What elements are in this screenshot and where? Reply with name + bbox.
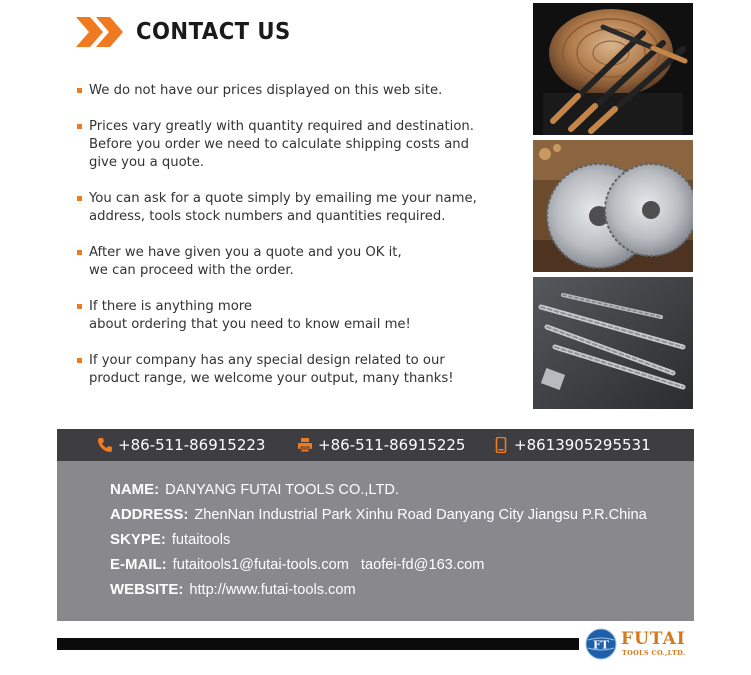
website-row [110,581,356,598]
skype-label: SKYPE: [110,531,166,548]
address-value: ZhenNan Industrial Park Xinhu Road Danyang City Jiangsu P.R.China [194,507,647,523]
bullet-marker [77,196,82,201]
company-name: DANYANG FUTAI TOOLS CO.,LTD. [165,482,399,498]
website-label: WEBSITE: [110,581,184,598]
circular-saw-blades-photo [533,140,693,272]
phone-number-text: +86-511-86915223 [118,436,266,454]
website-link[interactable]: http://www.futai-tools.com [189,582,356,598]
mobile-number-text: +8613905295531 [514,436,651,454]
list-item-text: Before you order we need to calculate shipping costs and [89,137,470,152]
page-title: CONTACT US [136,19,291,45]
list-item [77,352,517,388]
phone-icon [97,437,113,453]
company-name-row [110,481,399,498]
mobile-number[interactable] [493,429,651,461]
skype-row [110,531,230,548]
bullet-marker [77,124,82,129]
futai-logo-mark [585,628,617,660]
mobile-phone-icon [493,437,509,453]
list-item-text: If your company has any special design related to our [89,353,445,368]
bullet-marker [77,250,82,255]
email-link-1[interactable]: futaitools1@futai-tools.com [172,557,349,573]
list-item-text: we can proceed with the order. [89,263,294,278]
list-item [77,118,517,172]
name-label: NAME: [110,481,160,498]
logo-subtitle: TOOLS CO.,LTD. [622,649,686,657]
list-item [77,190,517,226]
auger-drill-bits-photo [533,277,693,409]
bullet-marker [77,358,82,363]
list-item-text: address, tools stock numbers and quantities required. [89,209,446,224]
email-link-2[interactable]: taofei-fd@163.com [360,557,485,573]
fax-icon [297,437,313,453]
page-header [76,16,304,48]
phone-bar [57,429,694,461]
list-item [77,244,517,280]
skype-value[interactable]: futaitools [171,532,231,548]
list-item-text: We do not have our prices displayed on this web site. [89,83,443,98]
address-row [110,506,647,523]
fax-number[interactable] [297,429,465,461]
list-item-text: product range, we welcome your output, many thanks! [89,371,454,386]
email-label: E-MAIL: [110,556,167,573]
list-item-text: give you a quote. [89,155,205,170]
list-item [77,82,517,100]
list-item-text: You can ask for a quote simply by emailing me your name, [89,191,477,206]
fax-number-text: +86-511-86915225 [318,436,466,454]
bullet-marker [77,88,82,93]
footer-bar [57,638,579,650]
list-item-text: Prices vary greatly with quantity required and destination. [89,119,474,134]
company-info-panel [57,461,694,621]
list-item [77,298,517,334]
logo-name: FUTAI [621,629,686,649]
list-item-text: After we have given you a quote and you OK it, [89,245,402,260]
address-label: ADDRESS: [110,506,189,523]
email-row [110,556,484,573]
logo-mark-text: FT [593,638,609,652]
double-chevron-right-icon [76,16,126,48]
bullet-marker [77,304,82,309]
list-item-text: If there is anything more [89,299,253,314]
phone-number[interactable] [97,429,265,461]
company-logo[interactable] [585,627,700,661]
drill-bits-on-wood-photo [533,3,693,135]
list-item-text: about ordering that you need to know email me! [89,317,411,332]
